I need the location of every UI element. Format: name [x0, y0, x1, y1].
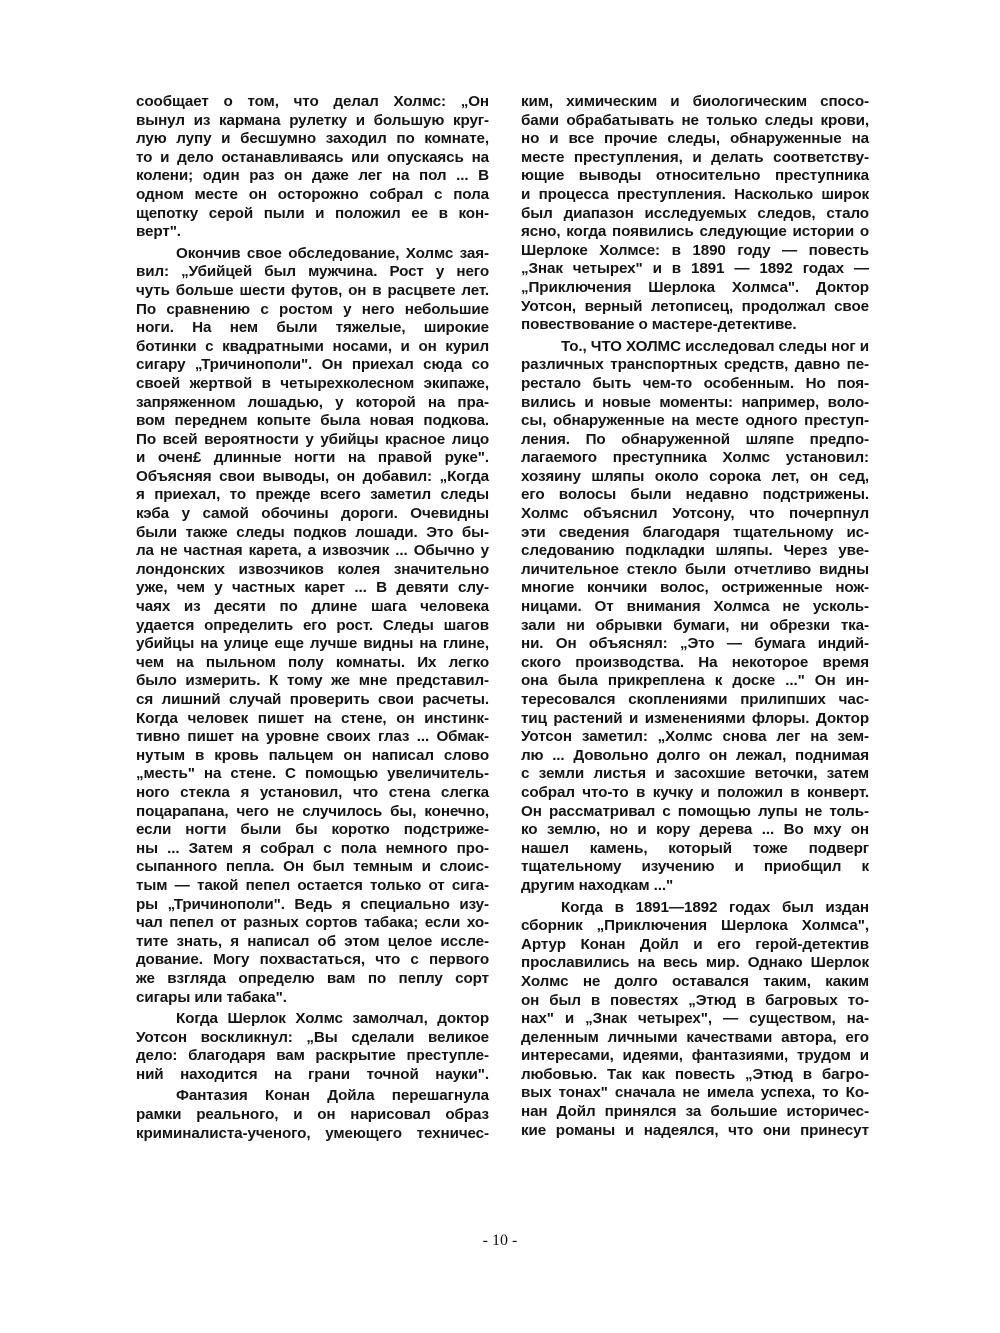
text-line: „месть" на стене. С помощью увеличитель-	[136, 765, 489, 783]
text-line: сборник „Приключения Шерлока Холмса",	[521, 917, 869, 935]
text-line: но и все прочие следы, обнаруженные на	[521, 130, 869, 148]
text-line: и процесса преступления. Насколько широк	[521, 185, 869, 203]
text-line: она была прикреплена к доске ..." Он ин-	[521, 672, 869, 690]
text-line: вых тонах" сначала не имела успеха, то Ко-	[521, 1084, 869, 1102]
text-line: эти сведения благодаря тщательному ис-	[521, 523, 869, 541]
text-line: и очен£ длинные ногти на правой руке".	[136, 449, 489, 467]
text-line: тым — такой пепел остается только от сига-	[136, 876, 489, 894]
text-line: убийцы на улице еще лучше видны на глине,	[136, 635, 489, 653]
text-line: ления. По обнаруженной шляпе предпо-	[521, 430, 869, 448]
text-line: рамки реального, и он нарисовал образ	[136, 1106, 489, 1124]
text-line: хозяину шляпы около сорока лет, он сед,	[521, 467, 869, 485]
text-line: кэба у самой обочины дороги. Очевидны	[136, 505, 489, 523]
text-line: было измерить. К тому же мне представил-	[136, 672, 489, 690]
text-line: уже, чем у частных карет ... В девяти слу-	[136, 579, 489, 597]
text-line: удается определить его рост. Следы шагов	[136, 616, 489, 634]
text-line: лю ... Довольно долго он лежал, поднимая	[521, 746, 869, 764]
text-line: чал пепел от разных сортов табака; если хо-	[136, 914, 489, 932]
text-line: собрал что-то в кучку и положил в конверт.	[521, 783, 869, 801]
text-line: прославились на весь мир. Однако Шерлок	[521, 954, 869, 972]
text-line: „Знак четырех" и в 1891 — 1892 годах —	[521, 260, 869, 278]
text-line: Когда Шерлок Холмс замолчал, доктор	[176, 1010, 489, 1028]
text-line: дование. Могу похвастаться, что с первого	[136, 951, 489, 969]
text-line: Окончив свое обследование, Холмс зая-	[176, 244, 489, 262]
text-line: Шерлоке Холмсе: в 1890 году — повесть	[521, 241, 869, 259]
text-line: ла не частная карета, а извозчик ... Обычно у	[136, 542, 489, 560]
text-line: вил: „Убийцей был мужчина. Рост у него	[136, 263, 489, 281]
text-line: одном месте он осторожно собрал с пола	[136, 185, 489, 203]
text-line: нутым в кровь пальцем он написал слово	[136, 746, 489, 764]
text-line: лондонских извозчиков колея значительно	[136, 560, 489, 578]
text-line: я приехал, то прежде всего заметил следы	[136, 486, 489, 504]
text-line: То., ЧТО ХОЛМС исследовал следы ног и	[561, 337, 869, 355]
text-line: вынул из кармана рулетку и большую круг-	[136, 111, 489, 129]
text-line: тиц растений и изменениями флоры. Доктор	[521, 709, 869, 727]
text-line: ницами. От внимания Холмса не усколь-	[521, 598, 869, 616]
text-line: тивно пишет на уровне своих глаз ... Обмак-	[136, 728, 489, 746]
text-line: бами обрабатывать не только следы крови,	[521, 111, 869, 129]
text-line: тщательному изучению и приобщил к	[521, 858, 869, 876]
text-line: же взгляда определю вам по пеплу сорт	[136, 969, 489, 987]
text-line: ботинки с квадратными носами, и он курил	[136, 337, 489, 355]
text-line: деленным личными качествами автора, его	[521, 1028, 869, 1046]
text-line: „Приключения Шерлока Холмса". Доктор	[521, 278, 869, 296]
text-line: поцарапана, чего не случилось бы, конечно,	[136, 802, 489, 820]
text-line: тите знать, я написал об этом целое иссле-	[136, 932, 489, 950]
text-line: повествование о мастере-детективе.	[521, 316, 797, 334]
text-line: лую лупу и бесшумно заходил по комнате,	[136, 130, 489, 148]
text-line: рестало быть чем-то особенным. Но поя-	[521, 374, 869, 392]
text-line: криминалиста-ученого, умеющего техничес-	[136, 1124, 489, 1142]
text-line: ющие выводы относительно преступника	[521, 167, 869, 185]
text-line: сы, обнаруженные на месте одного преступ-	[521, 412, 869, 430]
text-line: Он рассматривал с помощью лупы не толь-	[521, 802, 869, 820]
text-line: ны ... Затем я собрал с пола немного про-	[136, 839, 489, 857]
text-line: сообщает о том, что делал Холмс: „Он	[136, 93, 489, 110]
text-line: лагаемого преступника Холмс установил:	[521, 449, 869, 467]
text-line: Холмс не долго оставался таким, каким	[521, 972, 869, 990]
text-line: чем на пыльном полу комнаты. Их легко	[136, 653, 489, 671]
text-line: его волосы были недавно подстрижены.	[521, 486, 869, 504]
text-line: нашел камень, который тоже подверг	[521, 839, 869, 857]
text-line: Уотсон воскликнул: „Вы сделали великое	[136, 1028, 489, 1046]
text-line: Когда в 1891—1892 годах был издан	[561, 898, 869, 916]
text-line: Уотсон заметил: „Холмс снова лег на зем-	[521, 728, 869, 746]
text-line: вились и новые моменты: например, воло-	[521, 393, 869, 411]
right-text-column	[521, 93, 869, 1140]
text-line: ного стекла я установил, что стена слегка	[136, 783, 489, 801]
text-line: ноги. На нем были тяжелые, широкие	[136, 319, 489, 337]
text-line: если ногти были бы коротко подстриже-	[136, 821, 489, 839]
text-line: сыпанного пепла. Он был темным и слоис-	[136, 858, 489, 876]
text-line: Когда человек пишет на стене, он инстинк-	[136, 709, 489, 727]
text-line: ко землю, но и кору дерева ... Во мху он	[521, 821, 869, 839]
text-line: сигару „Тричинополи". Он приехал сюда со	[136, 356, 489, 374]
text-line: другим находкам ..."	[521, 876, 674, 894]
text-line: Артур Конан Дойл и его герой-детектив	[521, 935, 869, 953]
text-line: чуть больше шести футов, он в расцвете лет.	[136, 281, 489, 299]
text-line: месте преступления, и делать соответству-	[521, 148, 869, 166]
text-line: нах" и „Знак четырех", — существом, на-	[521, 1010, 869, 1028]
text-line: ся лишний случай проверить свои расчеты.	[136, 691, 489, 708]
left-text-column	[136, 93, 489, 1143]
text-line: был диапазон исследуемых следов, стало	[521, 204, 869, 222]
text-line: Уотсон, верный летописец, продолжал свое	[521, 297, 869, 315]
text-line: личительное стекло были отчетливо видны	[521, 560, 869, 578]
text-line: были также следы подков лошади. Это бы-	[136, 523, 489, 541]
text-line: ний находится на грани точной науки".	[136, 1065, 489, 1083]
text-line: он был в повестях „Этюд в багровых то-	[521, 991, 869, 1009]
text-line: многие кончики волос, остриженные нож-	[521, 579, 869, 597]
text-line: следованию подкладки шляпы. Через уве-	[521, 542, 869, 560]
text-line: интересами, идеями, фантазиями, трудом и	[521, 1047, 869, 1065]
text-line: ры „Тричинополи". Ведь я специально изу-	[136, 895, 489, 913]
text-line: нан Дойл принялся за большие историчес-	[521, 1103, 869, 1121]
text-line: различных транспортных средств, давно пе-	[521, 356, 869, 374]
text-line: Холмс объяснил Уотсону, что почерпнул	[521, 505, 869, 523]
text-line: кие романы и надеялся, что они принесут	[521, 1121, 869, 1139]
text-line: ясно, когда появились следующие истории о	[521, 223, 869, 241]
text-line: ни. Он объяснял: „Это — бумага индий-	[521, 635, 869, 653]
text-line: вом переднем копыте была новая подкова.	[136, 412, 489, 430]
text-line: запряженном лошадью, у которой на пра-	[136, 393, 489, 411]
text-line: щепотку серой пыли и положил ее в кон-	[136, 204, 489, 222]
text-line: чаях из десяти по длине шага человека	[136, 598, 489, 616]
text-line: зали ни обрывки бумаги, ни обрезки тка-	[521, 616, 869, 634]
text-line: сигары или табака".	[136, 988, 287, 1006]
text-line: ким, химическим и биологическим спосо-	[521, 93, 869, 110]
text-line: ского производства. На некоторое время	[521, 653, 869, 671]
text-line: любовью. Так как повесть „Этюд в багро-	[521, 1065, 869, 1083]
text-line: верт".	[136, 223, 181, 241]
text-line: Фантазия Конан Дойла перешагнула	[176, 1087, 489, 1105]
text-line: По всей вероятности у убийцы красное лицо	[136, 430, 489, 448]
text-line: По сравнению с ростом у него небольшие	[136, 300, 489, 318]
text-line: тересовался скоплениями прилипших час-	[521, 691, 869, 708]
text-line: то и дело останавливаясь или опускаясь на	[136, 148, 489, 166]
text-line: Объясняя свои выводы, он добавил: „Когда	[136, 467, 489, 485]
page-number: - 10 -	[482, 1232, 518, 1249]
text-line: колени; один раз он даже лег на пол ... В	[136, 167, 489, 185]
text-line: своей жертвой в четырехколесном экипаже,	[136, 374, 489, 392]
text-line: с земли листья и засохшие веточки, затем	[521, 765, 869, 783]
text-line: дело: благодаря вам раскрытие преступле-	[136, 1047, 489, 1065]
